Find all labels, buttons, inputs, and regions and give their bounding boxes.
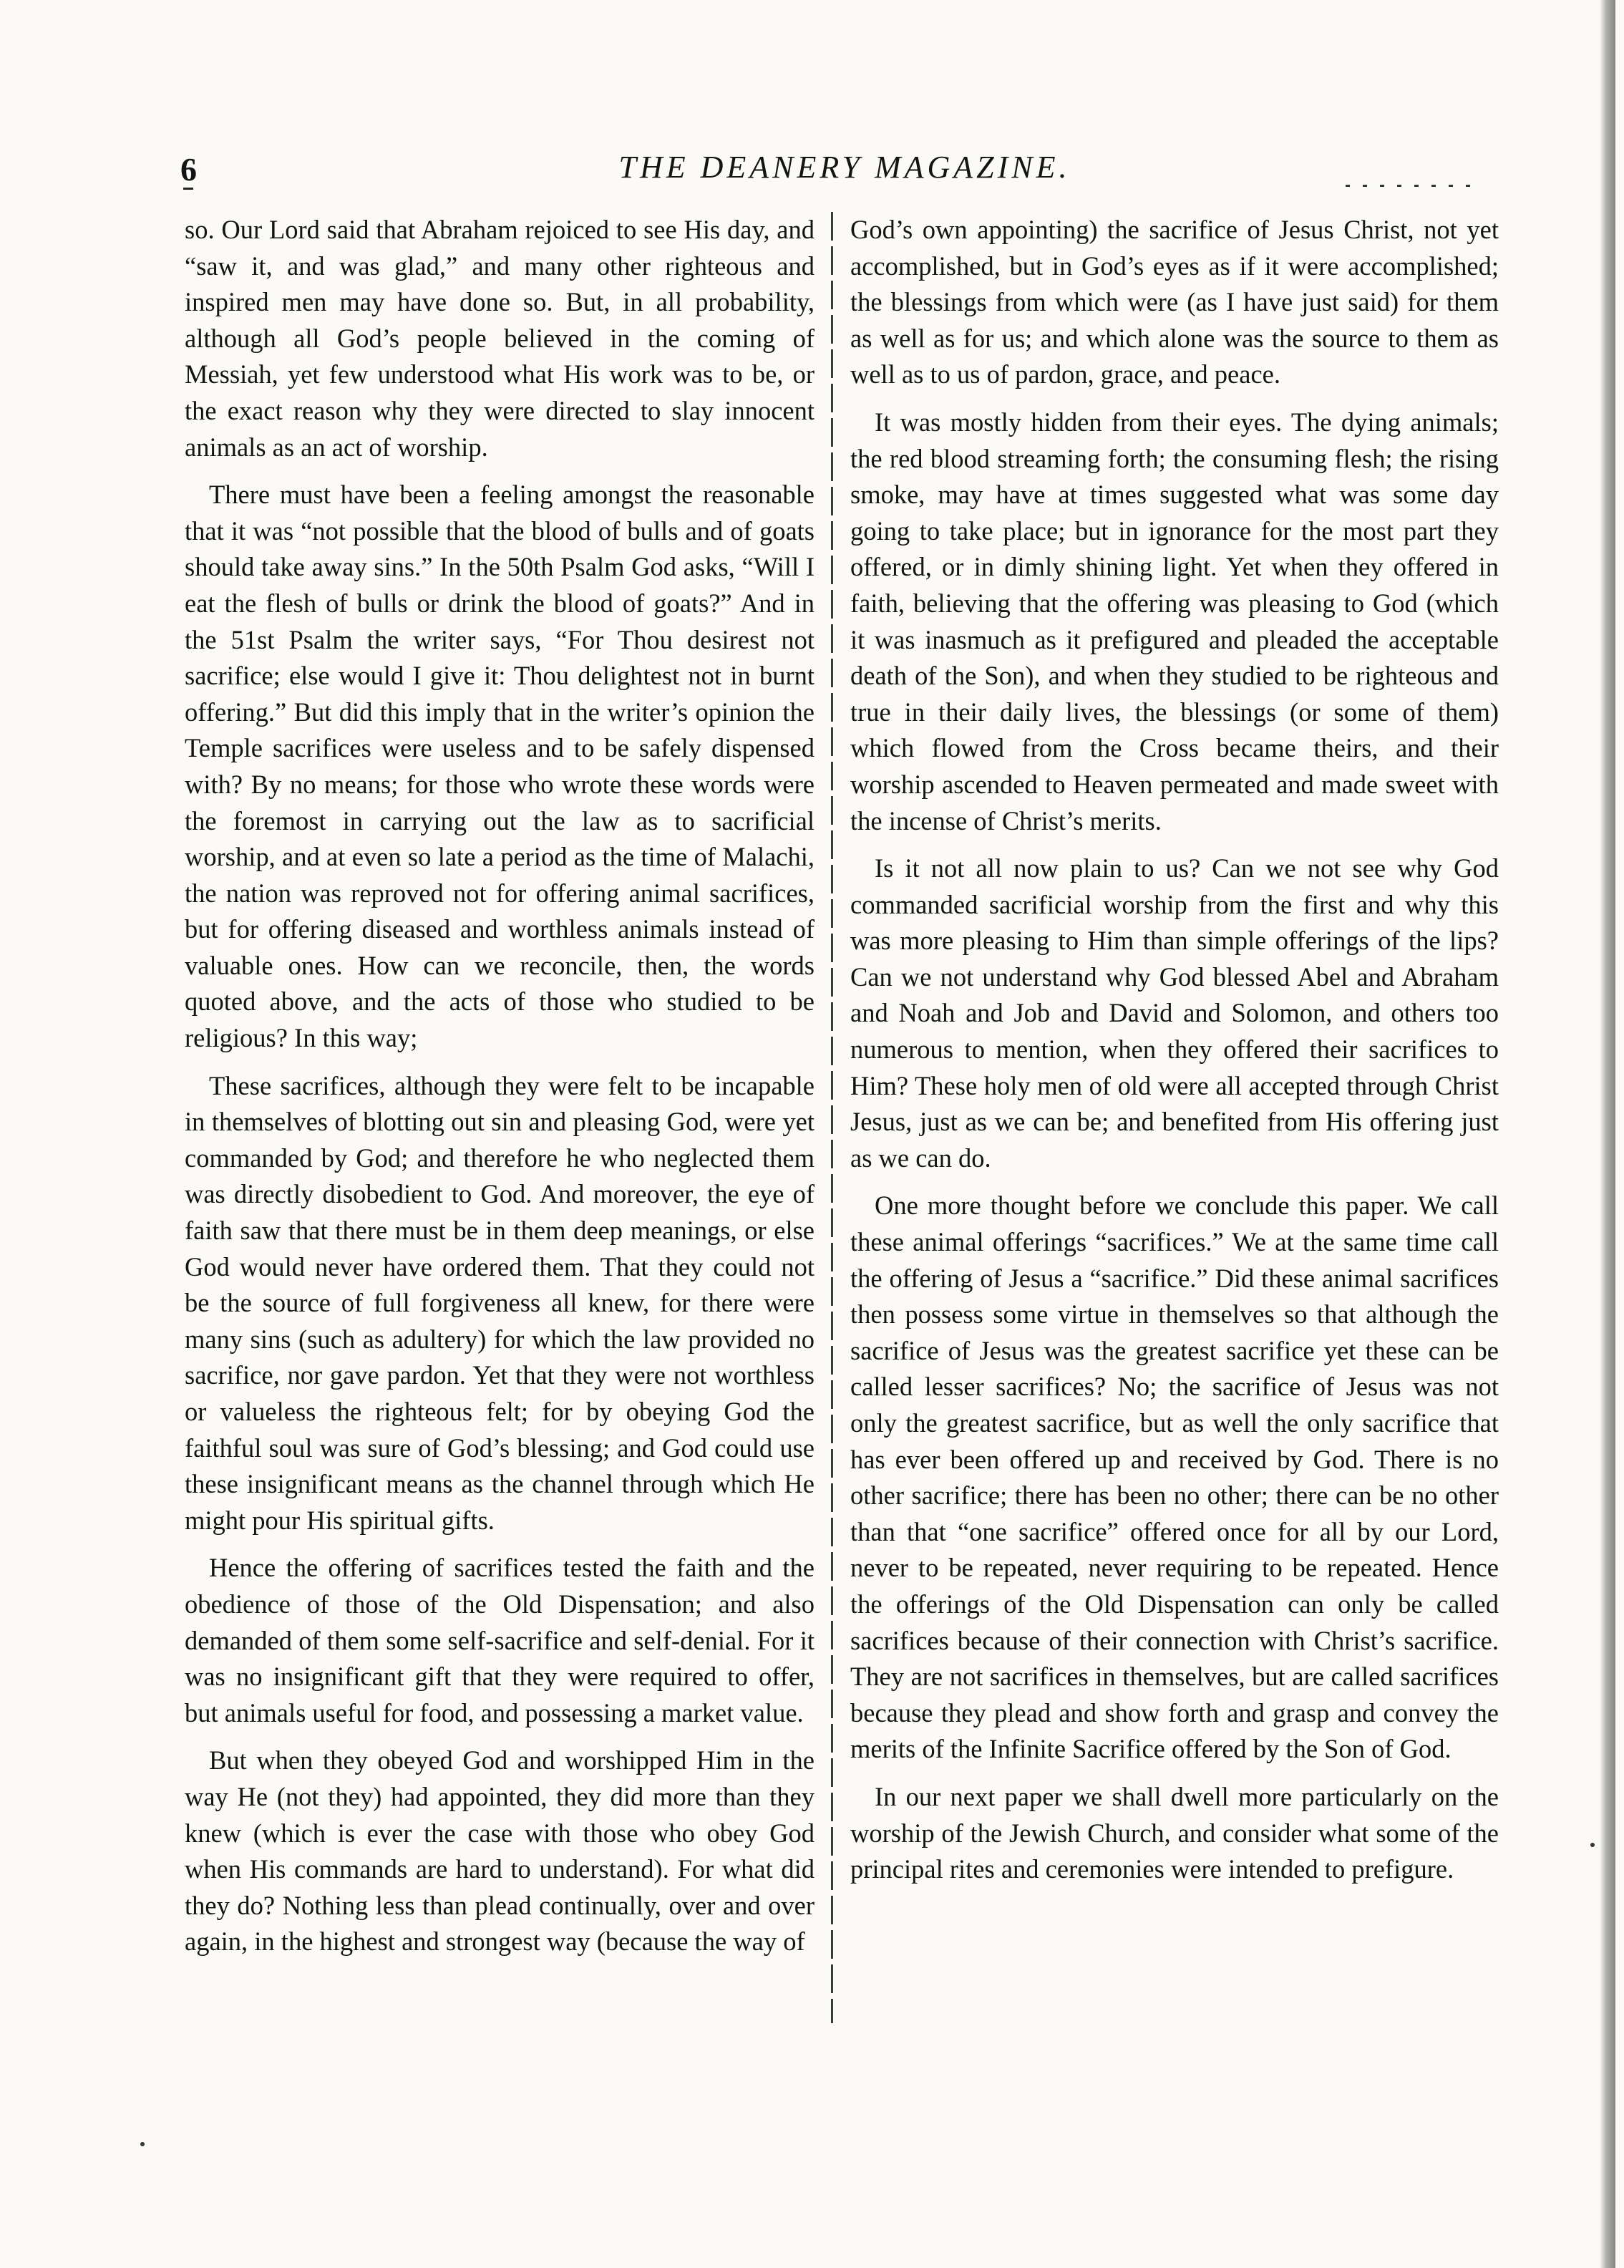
header-rule-flecks [1346, 185, 1482, 187]
page-number: 6 [180, 151, 197, 188]
paragraph: Is it not all now plain to us? Can we not see why God commanded sacrificial worship from the first and why this was more pleasing to Him than simple offerings of the lips? Can we not understand why God blessed Abel and Abraham and Noah and Job and David and Solomon, and others too numerous to mention, when they offered their sacrifices to Him? These holy men of old were all accepted through Christ Jesus, just as we can be; and benefited from His offering just as we can do. [850, 853, 1499, 1173]
header-dash [183, 188, 193, 190]
ink-speck [1590, 1843, 1595, 1847]
paragraph: so. Our Lord said that Abraham rejoiced to see His day, and “saw it, and was glad,” and many other righteous and inspired men may have done so. But, in all probability, although all God’s people believed in the coming of Messiah, yet few understood what His work was to be, or the exact reason why they were directed to slay innocent animals as an act of worship. [185, 215, 815, 462]
paragraph: These sacrifices, although they were felt to be incapable in themselves of blotting out sin and pleasing God, were yet commanded by God; and therefore he who neglected them was directly disobedient to God. And moreover, the eye of faith saw that there must be in them deep meanings, or else God would never have ordered them. That they could not be the source of full forgiveness all knew, for there were many sins (such as adultery) for which the law provided no sacrifice, nor gave pardon. Yet that they were not worthless or valueless the righteous felt; for by obeying God the faithful soul was sure of God’s blessing; and God could use these insignificant means as the channel through which He might pour His spiritual gifts. [185, 1070, 815, 1535]
paragraph: There must have been a feeling amongst the reasonable that it was “not possible that the blood of bulls and of goats should take away sins.” In the 50th Psalm God asks, “Will I eat the flesh of bulls or drink the blood of goats?” And in the 51st Psalm the writer says, “For Thou desirest not sacrifice; else would I give it: Thou delightest not in burnt offering.” But did this imply that in the writer’s opinion the Temple sacrifices were useless and to be safely dispensed with? By no means; for those who wrote these words were the foremost in carrying out the law as to sacrificial worship, and at even so late a period as the time of Malachi, the nation was reproved not for offering animal sacrifices, but for offering diseased and worthless animals instead of valuable ones. How can we reconcile, then, the words quoted above, and the acts of those who studied to be religious? In this way; [185, 480, 815, 1053]
ink-speck [140, 2142, 145, 2146]
paragraph: In our next paper we shall dwell more particularly on the worship of the Jewish Church, and consider what some of the principal rites and ceremonies were intended to prefigure. [850, 1781, 1499, 1884]
paragraph: God’s own appointing) the sacrifice of Jesus Christ, not yet accomplished, but in God’s eyes as if it were accomplished; the blessings from which were (as I have just said) for them as well as for us; and which alone was the source to them as well as to us of pardon, grace, and peace. [850, 215, 1499, 389]
paragraph: But when they obeyed God and worshipped Him in the way He (not they) had appointed, they did more than they knew (which is ever the case with those who obey God when His commands are hard to understand). For what did they do? Nothing less than plead continually, over and over again, in the highest and strongest way (because the way of [185, 1745, 815, 1957]
left-column [185, 212, 815, 1972]
page-edge-shadow [1600, 0, 1615, 2268]
paragraph: One more thought before we conclude this paper. We call these animal offerings “sacrifices.” We at the same time call the offering of Jesus a “sacrifice.” Did these animal sacrifices then possess some virtue in themselves so that although the sacrifice of Jesus was the greatest sacrifice yet these can be called lesser sacrifices? No; the sacrifice of Jesus was not only the greatest sacrifice, but as well the only sacrifice that has ever been offered up and received by God. There is no other sacrifice; there has been no other; there can be no other than that “one sacrifice” offered once for all by our Lord, never to be repeated, never requiring to be repeated. Hence the offerings of the Old Dispensation can only be called sacrifices because of their connection with Christ’s sacrifice. They are not sacrifices in themselves, but are called sacrifices because they plead and show forth and grasp and convey the merits of the Infinite Sacrifice offered by the Son of God. [850, 1191, 1499, 1764]
running-head-title: THE DEANERY MAGAZINE. [618, 150, 1071, 185]
right-column [850, 212, 1499, 1899]
column-divider [831, 212, 833, 2023]
paragraph: Hence the offering of sacrifices tested the faith and the obedience of those of the Old Dispensation; and also demanded of them some self-sacrifice and self-denial. For it was no insignificant gift that they were required to offer, but animals useful for food, and possessing a market value. [185, 1553, 815, 1727]
paragraph: It was mostly hidden from their eyes. The dying animals; the red blood streaming forth; the consuming flesh; the rising smoke, may have at times suggested what was some day going to take place; but in ignorance for the most part they offered, or in dimly shining light. Yet when they offered in faith, believing that the offering was pleasing to God (which it was inasmuch as it prefigured and pleaded the acceptable death of the Son), and when they studied to be righteous and true in their daily lives, the blessings (or some of them) which flowed from the Cross became theirs, and their worship ascended to Heaven permeated and made sweet with the incense of Christ’s merits. [850, 407, 1499, 835]
